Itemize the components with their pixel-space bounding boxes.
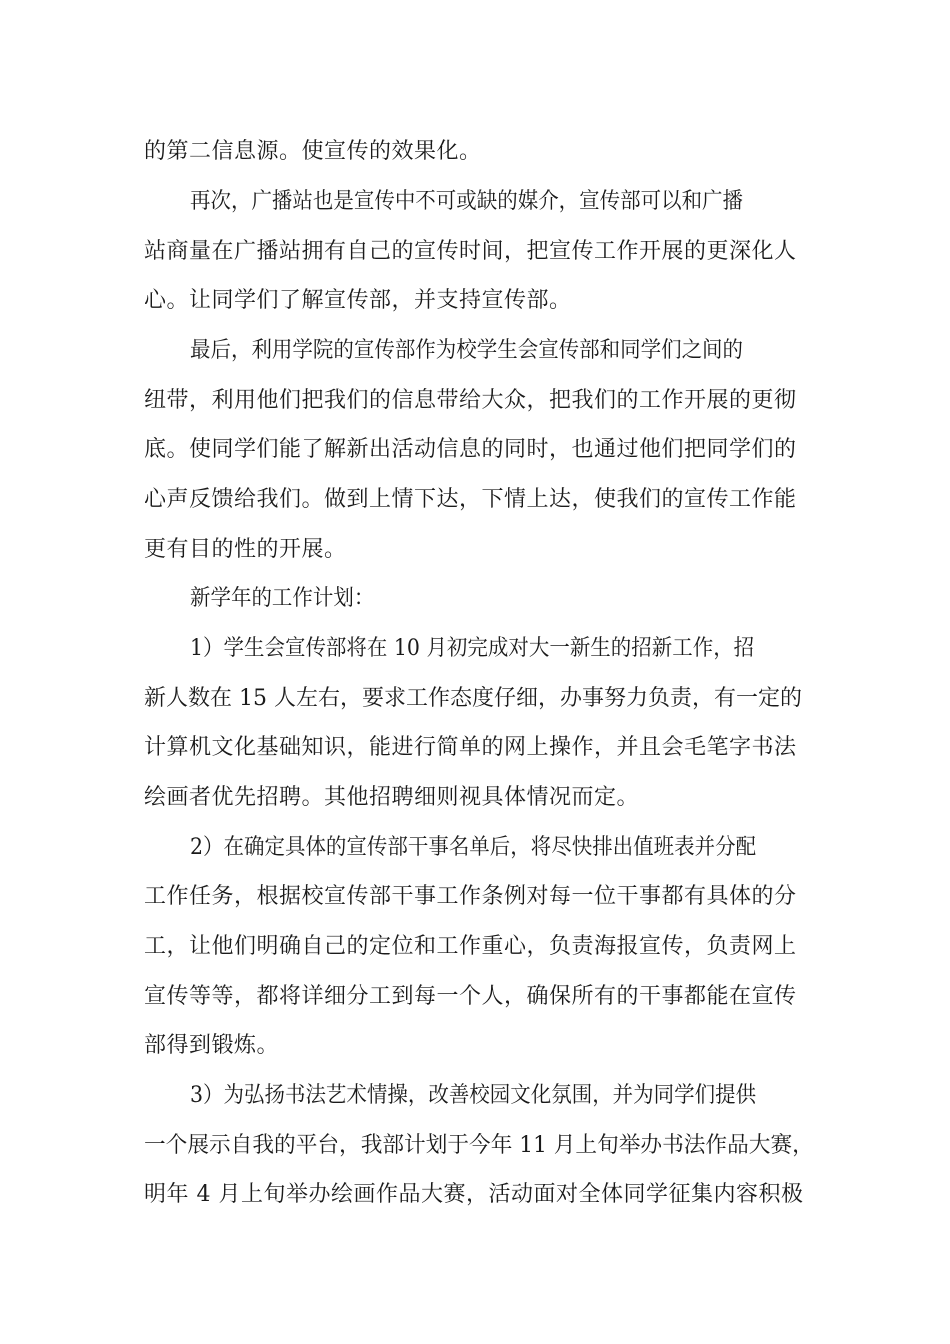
text-line: 更有目的性的开展。 (144, 537, 347, 562)
text-line: 站商量在广播站拥有自己的宣传时间，把宣传工作开展的更深化人 (144, 239, 797, 264)
text-line: 心。让同学们了解宣传部，并支持宣传部。 (144, 288, 572, 313)
text-line: 2）在确定具体的宣传部干事名单后，将尽快排出值班表并分配 (190, 835, 757, 860)
text-line: 3）为弘扬书法艺术情操，改善校园文化氛围，并为同学们提供 (190, 1083, 757, 1108)
text-line: 的第二信息源。使宣传的效果化。 (144, 139, 482, 164)
text-line: 工，让他们明确自己的定位和工作重心，负责海报宣传，负责网上 (144, 934, 797, 959)
text-line: 部得到锻炼。 (144, 1033, 280, 1058)
text-line: 工作任务，根据校宣传部干事工作条例对每一位干事都有具体的分 (144, 884, 797, 909)
text-line: 绘画者优先招聘。其他招聘细则视具体情况而定。 (144, 785, 640, 810)
text-line: 计算机文化基础知识，能进行简单的网上操作，并且会毛笔字书法 (144, 735, 797, 760)
text-line: 宣传等等，都将详细分工到每一个人，确保所有的干事都能在宣传 (144, 984, 797, 1009)
text-line: 新学年的工作计划： (190, 586, 375, 611)
text-line: 新人数在 15 人左右，要求工作态度仔细，办事努力负责，有一定的 (144, 686, 802, 711)
text-line: 明年 4 月上旬举办绘画作品大赛，活动面对全体同学征集内容积极 (144, 1182, 804, 1207)
text-line: 再次，广播站也是宣传中不可或缺的媒介，宣传部可以和广播 (190, 189, 744, 214)
text-line: 底。使同学们能了解新出活动信息的同时，也通过他们把同学们的 (144, 437, 797, 462)
text-line: 心声反馈给我们。做到上情下达，下情上达，使我们的宣传工作能 (144, 487, 797, 512)
text-line: 一个展示自我的平台，我部计划于今年 11 月上旬举办书法作品大赛， (144, 1133, 814, 1158)
text-line: 最后，利用学院的宣传部作为校学生会宣传部和同学们之间的 (190, 338, 744, 363)
text-line: 1）学生会宣传部将在 10 月初完成对大一新生的招新工作，招 (190, 636, 755, 661)
text-line: 纽带，利用他们把我们的信息带给大众，把我们的工作开展的更彻 (144, 388, 797, 413)
